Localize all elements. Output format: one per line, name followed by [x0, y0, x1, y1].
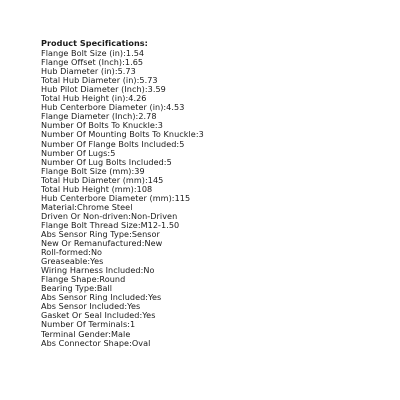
spec-item-total-hub-diameter-in: Total Hub Diameter (in):5.73: [41, 75, 158, 86]
spec-item-gasket-or-seal-included: Gasket Or Seal Included:Yes: [41, 310, 156, 321]
spec-item-number-of-lug-bolts-included: Number Of Lug Bolts Included:5: [41, 156, 172, 167]
spec-item-total-hub-height-mm: Total Hub Height (mm):108: [41, 183, 153, 194]
spec-item-terminal-gender: Terminal Gender:Male: [41, 328, 131, 339]
spec-item-hub-pilot-diameter-inch: Hub Pilot Diameter (Inch):3.59: [41, 84, 166, 95]
spec-item-hub-diameter-in: Hub Diameter (in):5.73: [41, 66, 136, 77]
spec-item-material: Material:Chrome Steel: [41, 201, 133, 212]
spec-item-total-hub-height-in: Total Hub Height (in):4.26: [41, 93, 147, 104]
spec-item-flange-bolt-size-mm: Flange Bolt Size (mm):39: [41, 165, 145, 176]
spec-item-wiring-harness-included: Wiring Harness Included:No: [41, 265, 155, 276]
spec-item-total-hub-diameter-mm: Total Hub Diameter (mm):145: [41, 174, 164, 185]
spec-item-number-of-terminals: Number Of Terminals:1: [41, 319, 136, 330]
spec-item-abs-sensor-ring-type: Abs Sensor Ring Type:Sensor: [41, 228, 160, 239]
spec-item-bearing-type: Bearing Type:Ball: [41, 283, 113, 294]
spec-item-flange-bolt-thread-size: Flange Bolt Thread Size:M12-1.50: [41, 219, 180, 230]
spec-heading: Product Specifications:: [41, 38, 148, 48]
spec-item-flange-diameter-inch: Flange Diameter (Inch):2.78: [41, 111, 157, 122]
spec-item-hub-centerbore-diameter-mm: Hub Centerbore Diameter (mm):115: [41, 192, 191, 203]
spec-item-flange-bolt-size-in: Flange Bolt Size (in):1.54: [41, 48, 145, 59]
spec-item-abs-sensor-included: Abs Sensor Included:Yes: [41, 301, 141, 312]
spec-list: [41, 49, 391, 348]
spec-item-flange-shape: Flange Shape:Round: [41, 274, 126, 285]
spec-item-flange-offset-inch: Flange Offset (Inch):1.65: [41, 57, 144, 68]
spec-item-number-of-mounting-bolts-to-knuckle: Number Of Mounting Bolts To Knuckle:3: [41, 129, 204, 140]
spec-item-number-of-lugs: Number Of Lugs:5: [41, 147, 116, 158]
product-specifications: [41, 39, 391, 348]
spec-item-roll-formed: Roll-formed:No: [41, 247, 103, 258]
spec-item-driven-or-non-driven: Driven Or Non-driven:Non-Driven: [41, 210, 178, 221]
spec-item-greaseable: Greaseable:Yes: [41, 256, 104, 267]
spec-item-number-of-bolts-to-knuckle: Number Of Bolts To Knuckle:3: [41, 120, 163, 131]
spec-item-new-or-remanufactured: New Or Remanufactured:New: [41, 238, 163, 249]
spec-item-hub-centerbore-diameter-in: Hub Centerbore Diameter (in):4.53: [41, 102, 185, 113]
spec-item-abs-sensor-ring-included: Abs Sensor Ring Included:Yes: [41, 292, 162, 303]
spec-item-abs-connector-shape: Abs Connector Shape:Oval: [41, 337, 151, 348]
spec-item-number-of-flange-bolts-included: Number Of Flange Bolts Included:5: [41, 138, 185, 149]
